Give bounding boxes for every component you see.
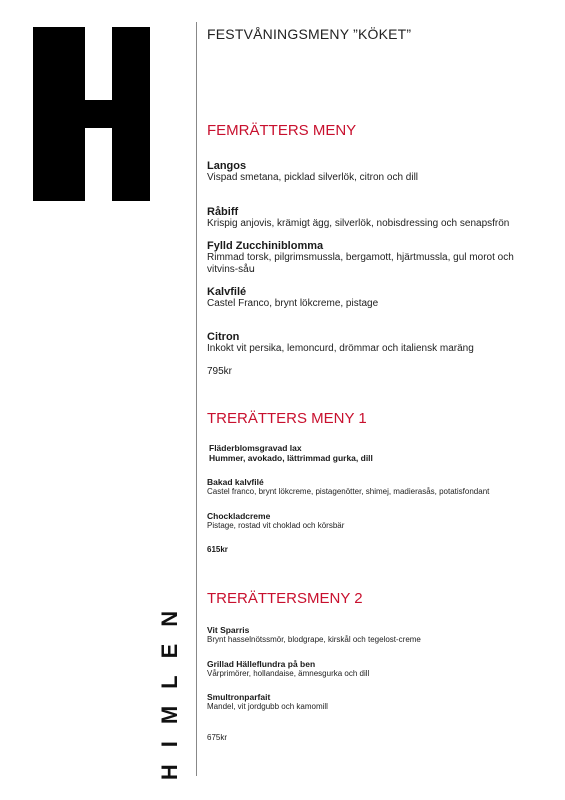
dish-description: Vårprimörer, hollandaise, ämnesgurka och dill <box>207 669 370 678</box>
dish-item <box>207 511 344 531</box>
dish-description: Hummer, avokado, lättrimmad gurka, dill <box>209 453 373 463</box>
dish-item <box>207 240 542 276</box>
dish-description: Vispad smetana, picklad silverlök, citron och dill <box>207 172 419 183</box>
dish-item <box>207 625 421 645</box>
section-title: FEMRÄTTERS MENY <box>207 122 357 139</box>
dish-description: Brynt hasselnötssmör, blodgrape, kirskål och tegelost-creme <box>207 635 421 644</box>
page-title: FESTVÅNINGSMENY ”KÖKET” <box>207 26 412 42</box>
dish-description: Rimmad torsk, pilgrimsmussla, bergamott, hjärtmussla, gul morot och vitvins-såս <box>207 252 514 275</box>
dish-description: Castel franco, brynt lökcreme, pistagenötter, shimej, madierasås, potatisfondant <box>207 487 490 496</box>
dish-name: Chockladcreme <box>207 511 271 521</box>
dish-name: Fylld Zucchiniblomma <box>207 240 324 252</box>
logo-h-crossbar <box>85 100 112 128</box>
dish-description: Mandel, vit jordgubb och kamomill <box>207 702 328 711</box>
logo-h-right-bar <box>112 27 150 201</box>
menu-price: 795kr <box>207 366 233 377</box>
dish-name: Grillad Hälleflundra på ben <box>207 659 316 669</box>
section-title: TRERÄTTERS MENY 1 <box>207 410 367 427</box>
himlen-logo-h <box>33 27 150 201</box>
dish-item <box>207 160 418 184</box>
dish-item <box>207 692 328 712</box>
dish-description: Inkokt vit persika, lemoncurd, drömmar och italiensk maräng <box>207 343 474 354</box>
himlen-vertical-wordmark <box>150 592 190 782</box>
dish-name: Kalvfilé <box>207 286 247 298</box>
dish-name: Langos <box>207 160 247 172</box>
dish-name: Råbiff <box>207 206 239 218</box>
dish-item <box>207 659 369 679</box>
dish-item <box>207 206 509 230</box>
section-title: TRERÄTTERSMENY 2 <box>207 590 363 607</box>
logo-h-left-bar <box>33 27 85 201</box>
vertical-divider <box>196 22 197 776</box>
dish-description: Krispig anjovis, krämigt ägg, silverlök, nobisdressing och senapsfrön <box>207 218 510 229</box>
dish-name: Bakad kalvfilé <box>207 477 264 487</box>
dish-name: Vit Sparris <box>207 625 250 635</box>
vertical-wordmark-text: HIMLEN <box>157 593 183 781</box>
menu-price: 675kr <box>207 733 228 742</box>
dish-description: Castel Franco, brynt lökcreme, pistage <box>207 298 379 309</box>
menu-price: 615kr <box>207 545 228 554</box>
dish-item <box>207 331 474 355</box>
dish-name: Smultronparfait <box>207 692 271 702</box>
dish-item <box>207 286 378 310</box>
dish-item <box>209 443 373 463</box>
dish-name: Fläderblomsgravad lax <box>209 443 302 453</box>
dish-name: Citron <box>207 331 240 343</box>
dish-description: Pistage, rostad vit choklad och körsbär <box>207 521 345 530</box>
dish-item <box>207 477 489 497</box>
